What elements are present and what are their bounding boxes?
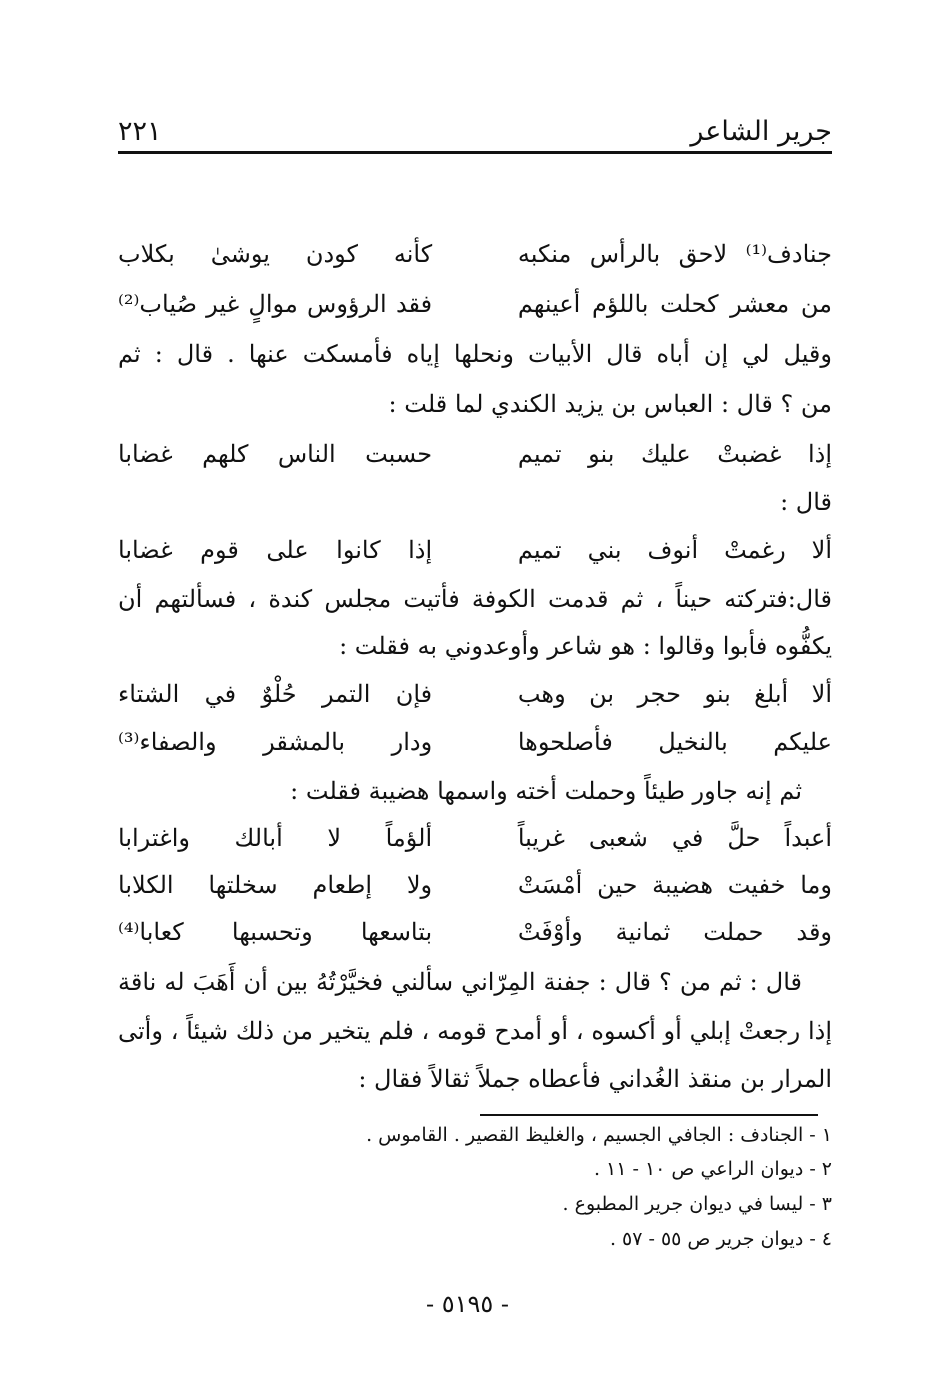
verse-first-hemistich: عليكم بالنخيل فأصلحوها (517, 728, 832, 756)
verse-second-hemistich: ودار بالمشقر والصفاء⁽³⁾ (118, 728, 433, 756)
verse-line (118, 671, 832, 717)
footnote: ١ - الجنادف : الجافي الجسيم ، والغليظ القصير . القاموس . (366, 1124, 832, 1146)
verse-first-hemistich: من معشر كحلت باللؤم أعينهم (517, 290, 832, 318)
prose-line: المرار بن منقذ الغُداني فأعطاه جملاً ثقالاً فقال : (358, 1065, 832, 1093)
verse-line (118, 815, 832, 861)
footnote-rule (480, 1114, 818, 1116)
prose-line: قال : ثم من ؟ قال : جفنة المِرّاني سألني فخيَّرْتُهُ بين أن أَهَبَ له ناقة (118, 968, 802, 996)
verse-line (118, 231, 832, 277)
verse-second-hemistich: ألؤماً لا أبالك واغترابا (118, 824, 433, 852)
verse-line (118, 719, 832, 765)
verse-second-hemistich: كأنه كودن يوشىٰ بكلاب (118, 240, 433, 268)
verse-second-hemistich: فإن التمر حُلْوٌ في الشتاء (118, 680, 433, 708)
page-number: ٢٢١ (118, 116, 162, 147)
footnote: ٤ - ديوان جرير ص ٥٥ - ٥٧ . (609, 1228, 832, 1250)
verse-second-hemistich: إذا كانوا على قوم غضابا (118, 536, 433, 564)
footer-page-number: - ٥١٩٥ - (425, 1290, 510, 1318)
prose-line: قال:فتركته حيناً ، ثم قدمت الكوفة فأتيت مجلس كندة ، فسألتهم أن (118, 585, 832, 613)
verse-first-hemistich: أعبداً حلَّ في شعبى غريباً (517, 824, 832, 852)
verse-second-hemistich: بتاسعها وتحسبها كعابا⁽⁴⁾ (118, 918, 433, 946)
verse-first-hemistich: جنادف⁽¹⁾ لاحق بالرأس منكبه (517, 240, 832, 268)
footnote: ٢ - ديوان الراعي ص ١٠ - ١١ . (593, 1158, 832, 1180)
prose-line: ثم إنه جاور طيئاً وحملت أخته واسمها هضيبة فقلت : (290, 777, 802, 805)
verse-first-hemistich: إذا غضبتْ عليك بنو تميم (517, 440, 832, 468)
verse-line (118, 281, 832, 327)
footnote: ٣ - ليسا في ديوان جرير المطبوع . (562, 1193, 832, 1215)
verse-second-hemistich: حسبت الناس كلهم غضابا (118, 440, 433, 468)
verse-first-hemistich: وقد حملت ثمانية وأوْفَتْ (517, 918, 832, 946)
verse-second-hemistich: فقد الرؤوس موالٍ غير صُياب⁽²⁾ (118, 290, 433, 318)
verse-line (118, 527, 832, 573)
verse-first-hemistich: ألا أبلغ بنو حجر بن وهب (517, 680, 832, 708)
running-title: جرير الشاعر (690, 116, 832, 147)
verse-line (118, 431, 832, 477)
prose-line: من ؟ قال : العباس بن يزيد الكندي لما قلت : (388, 390, 832, 418)
verse-line (118, 909, 832, 955)
verse-second-hemistich: ولا إطعام سخلتها الكلابا (118, 871, 433, 899)
header-rule (118, 151, 832, 154)
prose-line: وقيل لي إن أباه قال الأبيات ونحلها إياه فأمسكت عنها . قال : ثم (118, 340, 832, 368)
verse-first-hemistich: ألا رغمتْ أنوف بني تميم (517, 536, 832, 564)
verse-line (118, 862, 832, 908)
verse-first-hemistich: وما خفيت هضيبة حين أمْسَتْ (517, 871, 832, 899)
prose-line: يكفُّوه فأبوا وقالوا : هو شاعر وأوعدوني به فقلت : (339, 632, 832, 660)
prose-line: قال : (780, 488, 832, 516)
prose-line: إذا رجعتْ إبلي أو أكسوه ، أو أمدح قومه ، فلم يتخير من ذلك شيئاً ، وأتى (118, 1017, 832, 1045)
